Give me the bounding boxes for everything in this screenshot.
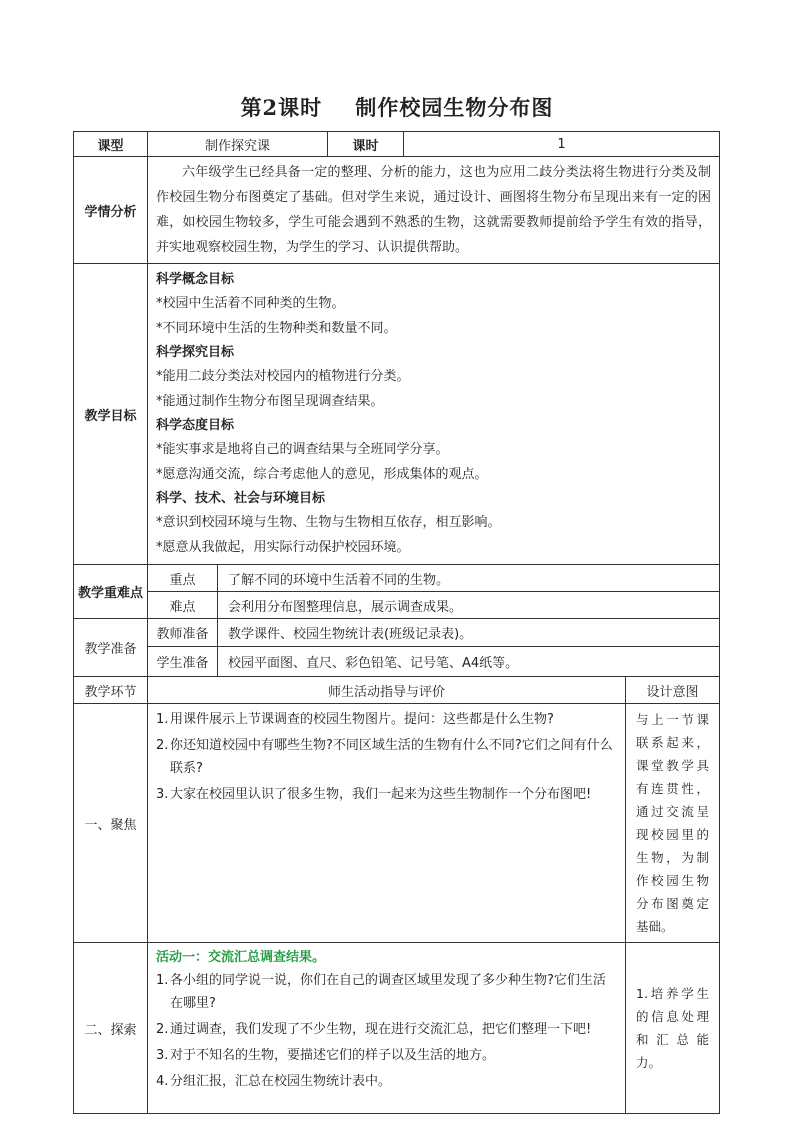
stage-activities	[148, 704, 626, 943]
list-item	[156, 734, 617, 780]
stage-header: 教学环节	[74, 677, 148, 704]
item-text: 你还知道校园中有哪些生物?不同区域生活的生物有什么不同?它们之间有什么联系?	[170, 738, 613, 776]
analysis-cell	[148, 157, 720, 264]
lesson-plan-table	[73, 131, 720, 1114]
stage-row-focus	[74, 704, 720, 943]
student-prep-row	[74, 647, 720, 677]
preparation-label: 教学准备	[74, 619, 148, 677]
item-text: 通过调查，我们发现了不少生物，现在进行交流汇总，把它们整理一下吧!	[170, 1022, 592, 1037]
objectives-row	[74, 264, 720, 565]
item-number: 3.	[156, 787, 169, 802]
objective-item: *愿意从我做起，用实际行动保护校园环境。	[156, 539, 410, 555]
difficulty-text: 会利用分布图整理信息，展示调查成果。	[218, 592, 720, 619]
list-item	[156, 1044, 617, 1067]
item-text: 用课件展示上节课调查的校园生物图片。提问：这些都是什么生物?	[170, 712, 554, 727]
teacher-prep-label: 教师准备	[148, 619, 218, 647]
objectives-cell	[148, 264, 720, 565]
course-type-value: 制作探究课	[148, 132, 328, 157]
page-title: 第2课时 制作校园生物分布图	[240, 95, 554, 120]
objective-item: *校园中生活着不同种类的生物。	[156, 296, 345, 311]
item-text: 分组汇报，汇总在校园生物统计表中。	[170, 1074, 392, 1089]
focus-text: 了解不同的环境中生活着不同的生物。	[218, 565, 720, 592]
item-number: 4.	[156, 1074, 169, 1089]
focus-label: 重点	[148, 565, 218, 592]
item-text: 各小组的同学说一说，你们在自己的调查区域里发现了多少种生物?它们生活在哪里?	[170, 973, 606, 1011]
stage-row-explore	[74, 943, 720, 1114]
item-text: 大家在校园里认识了很多生物，我们一起来为这些生物制作一个分布图吧!	[170, 787, 592, 802]
stage-name: 一、聚焦	[74, 704, 148, 943]
student-prep-text: 校园平面图、直尺、彩色铅笔、记号笔、A4纸等。	[218, 647, 720, 677]
process-header-row	[74, 677, 720, 704]
list-item	[156, 1018, 617, 1041]
stage-intent-cell	[626, 704, 720, 943]
item-number: 3.	[156, 1048, 169, 1063]
stage-intent: 与上一节课联系起来，课堂教学具有连贯性，通过交流呈现校园里的生物，为制作校园生物分布图奠定基础。	[636, 712, 710, 934]
difficulty-row	[74, 592, 720, 619]
activity-title: 活动一：交流汇总调查结果。	[156, 950, 326, 965]
stage-intent: 1.培养学生的信息处理和汇总能力。	[636, 986, 710, 1070]
stage-activities	[148, 943, 626, 1114]
period-label: 课时	[328, 132, 404, 157]
analysis-label: 学情分析	[74, 157, 148, 264]
objective-heading: 科学概念目标	[156, 272, 235, 287]
objective-item: *意识到校园环境与生物、生物与生物相互依存，相互影响。	[156, 515, 501, 530]
objective-item: *愿意沟通交流，综合考虑他人的意见，形成集体的观点。	[156, 466, 488, 482]
course-type-label: 课型	[74, 132, 148, 157]
item-text: 对于不知名的生物，要描述它们的样子以及生活的地方。	[170, 1048, 496, 1063]
list-item	[156, 1070, 617, 1093]
stage-intent-cell	[626, 943, 720, 1114]
list-item	[156, 708, 617, 731]
header-row	[74, 132, 720, 157]
objectives-label: 教学目标	[74, 264, 148, 565]
objective-item: *能通过制作生物分布图呈现调查结果。	[156, 393, 384, 409]
key-points-label: 教学重难点	[74, 565, 148, 619]
objective-heading: 科学、技术、社会与环境目标	[156, 491, 326, 506]
key-points-row	[74, 565, 720, 592]
item-number: 2.	[156, 738, 169, 753]
objective-item: *能用二歧分类法对校园内的植物进行分类。	[156, 369, 410, 384]
item-number: 1.	[156, 973, 169, 988]
item-number: 2.	[156, 1022, 169, 1037]
analysis-text: 六年级学生已经具备一定的整理、分析的能力，这也为应用二歧分类法将生物进行分类及制作校园生物分布图奠定了基础。但对学生来说，通过设计、画图将生物分布呈现出来有一定的困难，如校园生物较多，学生可能会遇到不熟悉的生物，这就需要教师提前给予学生有效的指导，并实地观察校园生物，为学生的学习、认识提供帮助。	[156, 165, 712, 255]
list-item	[156, 969, 617, 1015]
activity-header: 师生活动指导与评价	[148, 677, 626, 704]
list-item	[156, 783, 617, 806]
teacher-prep-text: 教学课件、校园生物统计表(班级记录表)。	[218, 619, 720, 647]
objective-item: *不同环境中生活的生物种类和数量不同。	[156, 320, 397, 336]
analysis-row	[74, 157, 720, 264]
stage-name: 二、探索	[74, 943, 148, 1114]
item-number: 1.	[156, 712, 169, 727]
difficulty-label: 难点	[148, 592, 218, 619]
objective-item: *能实事求是地将自己的调查结果与全班同学分享。	[156, 442, 449, 457]
objective-heading: 科学态度目标	[156, 418, 235, 433]
preparation-row	[74, 619, 720, 647]
intent-header: 设计意图	[626, 677, 720, 704]
period-value: 1	[404, 132, 720, 157]
objective-heading: 科学探究目标	[156, 345, 235, 360]
student-prep-label: 学生准备	[148, 647, 218, 677]
